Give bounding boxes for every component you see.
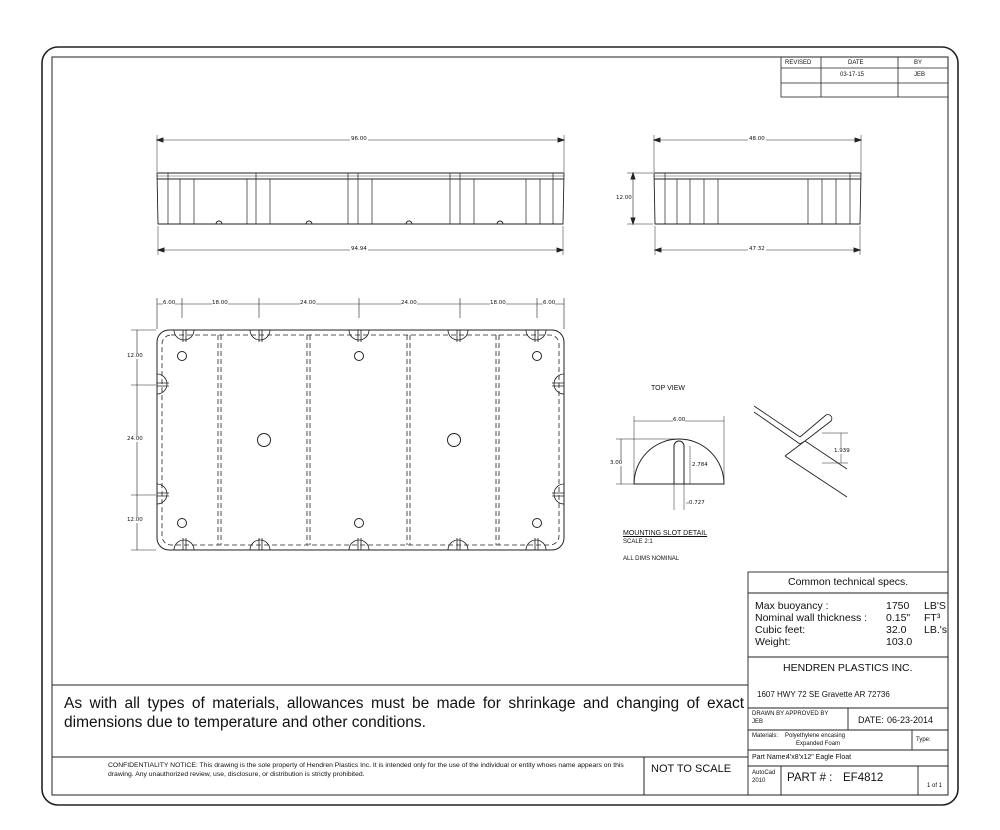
dim-plan-left-2: 24.00 [127,436,143,442]
materials-value-2: Expanded Foam [796,741,841,747]
spec-unit-buoyancy: LB'S [924,600,946,612]
software-version: 2010 [752,778,766,784]
spec-value-buoyancy: 1750 [886,600,910,612]
slot-detail-title: MOUNTING SLOT DETAIL [623,530,708,537]
rev-header-date: DATE [848,60,864,66]
sheet-number: 1 of 1 [927,783,943,789]
dim-plan-3: 24.00 [300,300,316,306]
software: AutoCad [752,770,776,776]
part-number-label: PART # : [787,772,833,784]
date-value: 06-23-2014 [887,715,934,725]
specs-title: Common technical specs. [788,576,909,588]
dim-slot-width: 6.00 [673,417,686,423]
end-view [627,135,861,255]
company-name: HENDREN PLASTICS INC. [783,662,913,674]
spec-value-wall: 0.15" [886,612,911,624]
slot-detail-note: ALL DIMS NOMINAL [623,556,680,562]
date-label: DATE: [858,715,884,725]
materials-value: Polyethylene encasing [785,733,846,739]
dim-slot-depth: 2.784 [692,462,708,468]
plan-view [131,298,564,550]
not-to-scale: NOT TO SCALE [651,763,732,775]
spec-values [886,600,912,648]
dim-plan-left-3: 12.00 [127,517,143,523]
dim-plan-5: 18.00 [490,300,506,306]
part-name-label: Part Name: [752,754,788,761]
dim-slot-width-small: 0.727 [689,500,705,506]
side-view [157,135,564,255]
rev-date: 03-17-15 [840,72,865,78]
slot-detail-scale: SCALE 2:1 [623,539,653,545]
company-address: 1607 HWY 72 SE Gravette AR 72736 [757,690,890,699]
spec-labels [755,600,867,648]
dim-end-top: 48.00 [749,136,765,142]
dim-plan-left-1: 12.00 [127,353,143,359]
dim-plan-2: 18.00 [212,300,228,306]
spec-label-cubic: Cubic feet: [755,624,806,636]
dim-slot-offset: 1.939 [834,448,850,454]
rev-by: JEB [914,72,926,78]
spec-value-cubic: 32.0 [886,624,907,636]
rev-header-revised: REVISED [785,60,812,66]
slot-detail-drawing [616,406,848,510]
dim-plan-4: 24.00 [401,300,417,306]
spec-label-buoyancy: Max buoyancy : [755,600,829,612]
drawn-by: JEB [752,719,764,725]
dim-slot-height: 3.00 [610,460,623,466]
dim-side-bottom: 94.94 [351,246,367,252]
spec-unit-cubic: FT³ [924,612,941,624]
spec-unit-weight: LB.'s [924,624,948,636]
dim-plan-1: 6.00 [163,300,176,306]
spec-units [924,600,947,636]
confidentiality-notice: CONFIDENTIALITY NOTICE: This drawing is the sole property of Hendren Plastics Inc. It is intended only for the use of the individual or entity whoes name appears on this drawing. Any unauthorized review, use, disclosure, or distribution is strictly prohibited. [108,762,624,778]
part-number: EF4812 [843,772,884,784]
spec-label-wall: Nominal wall thickness : [755,612,868,624]
part-name: 4'x8'x12" Eagle Float [786,754,852,761]
dim-end-bottom: 47.32 [749,246,765,252]
tolerance-note: As with all types of materials, allowances must be made for shrinkage and changing of exact dimensions due to temperature and other conditions. [64,695,744,731]
type-label: Type: [916,737,931,743]
dim-end-height: 12.00 [616,195,632,201]
spec-value-weight: 103.0 [886,636,913,648]
dim-plan-6: 6.00 [543,300,556,306]
top-view-label: TOP VIEW [651,385,685,392]
dim-side-top: 96.00 [351,136,367,142]
drawn-by-label: DRAWN BY APPROVED BY [752,711,829,717]
spec-label-weight: Weight: [755,636,791,648]
rev-header-by: BY [914,60,923,66]
materials-label: Materials: [752,733,779,739]
